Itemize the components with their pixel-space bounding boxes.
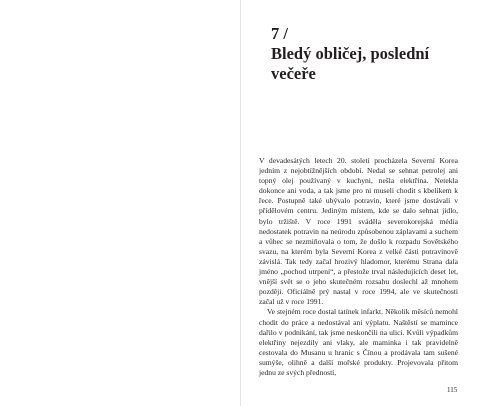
paragraph: Ve stejném roce dostal tatínek infarkt. Několik měsíců nemohl chodit do práce a nedostával ani výplatu. Naštěstí se mamince dařilo v podnikání, tak jsme neskončili na ulici. Kvůli výpadkům elektřiny nejezdily ani vlaky, ale maminka i tak pravidelně cestovala do Musanu u hranic s Čínou a prodávala tam sušené sumýše, olihně a další mořské produkty. Projevovala přitom jednu ze svých předností,	[259, 307, 458, 377]
page-gutter	[240, 0, 241, 406]
body-text	[259, 156, 458, 378]
page-number: 115	[447, 386, 458, 394]
chapter-heading	[271, 24, 461, 84]
chapter-number: 7 /	[271, 24, 288, 43]
paragraph: V devadesátých letech 20. století procházela Severní Korea jedním z nejobtížnějších období. Nedal se sehnat petrolej ani topný olej používaný v kuchyni, nešla elektřina. Netekla dokonce ani voda, a tak jsme pro ni museli chodit s kbelíkem k řece. Postupně také ubývalo potravin, které jsme dostávali v přídělovém centru. Jediným místem, kde se dalo sehnat jídlo, bylo tržiště. V roce 1991 sváděla severokorejská média nedostatek potravin na neúrodu způsobenou záplavami a suchem a vůbec se nezmiňovala o tom, že došlo k rozpadu Sovětského svazu, na kterém byla Severní Korea z velké části potravinově závislá. Tak tedy začal hrozivý hladomor, kterému Strana dala jméno „pochod utrpení“, a přestože trval následujících deset let, vnější svět se o jeho skutečném rozsahu doslechl až mnohem později. Oficiálně prý nastal v roce 1994, ale ve skutečnosti začal už v roce 1991.	[259, 156, 458, 307]
chapter-title: Bledý obličej, poslední večeře	[271, 44, 430, 83]
